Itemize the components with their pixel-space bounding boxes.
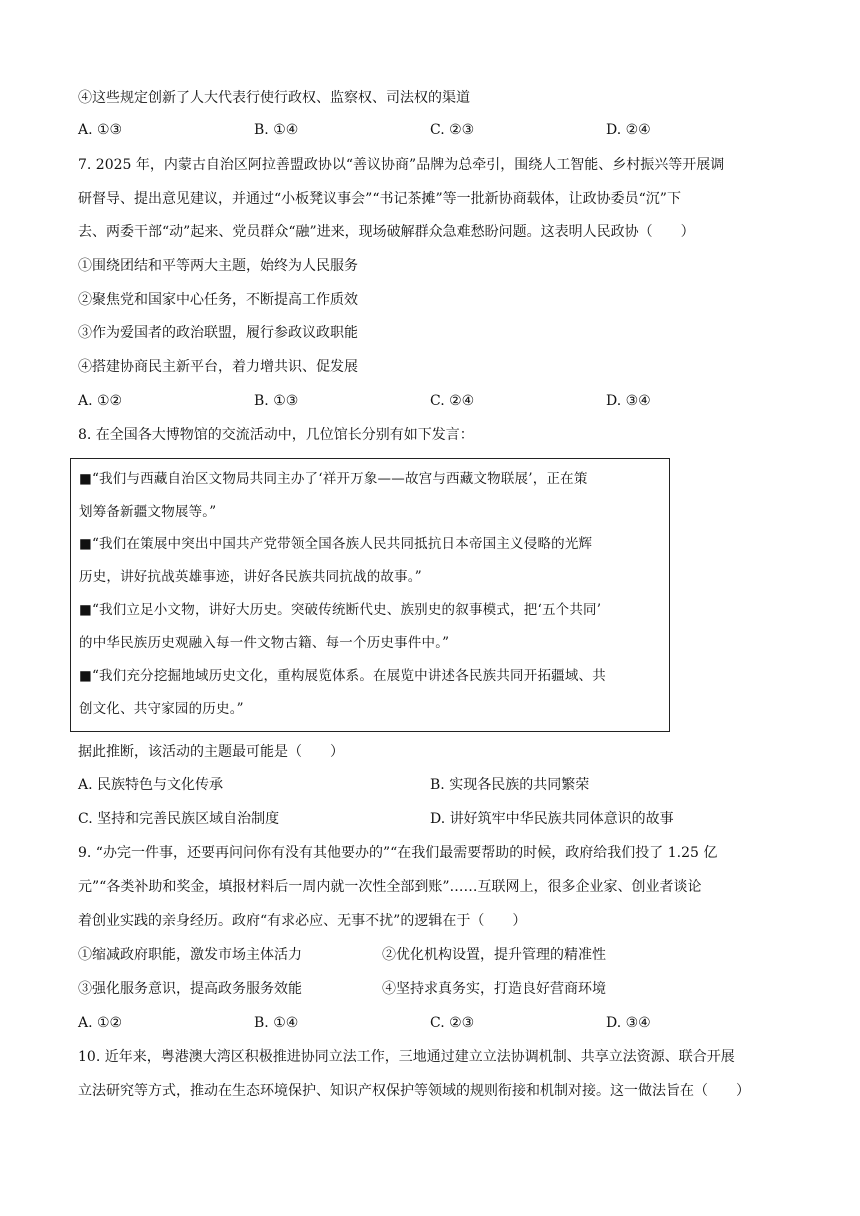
q8-quote-line-6: 的中华民族历史观融入每一件文物古籍、每一个历史事件中。” <box>79 635 450 651</box>
q6-option-b: B. ①④ <box>254 122 299 138</box>
q8-quote-line-8: 创文化、共守家园的历史。” <box>79 701 244 717</box>
q8-quote-line-4: 历史，讲好抗战英雄事迹，讲好各民族共同抗战的故事。” <box>79 569 422 585</box>
q6-options <box>78 120 798 140</box>
q9-stem-line-3: 着创业实践的亲身经历。政府“有求必应、无事不扰”的逻辑在于（ ） <box>78 913 527 929</box>
q8-quote-line-1: ■“我们与西藏自治区文物局共同主办了‘祥开万象——故宫与西藏文物联展’，正在策 <box>79 471 588 487</box>
q7-option-b: B. ①③ <box>254 393 299 409</box>
q8-options-row-1 <box>78 775 798 795</box>
q9-options <box>78 1013 798 1033</box>
q9-option-d: D. ③④ <box>606 1015 651 1031</box>
q9-stem-line-2: 元”“各类补助和奖金，填报材料后一周内就一次性全部到账”……互联网上，很多企业家、创业者谈论 <box>78 879 702 895</box>
q9-option-a: A. ①② <box>78 1015 123 1031</box>
q10-stem-line-2: 立法研究等方式，推动在生态环境保护、知识产权保护等领域的规则衔接和机制对接。这一做法旨在（ ） <box>78 1083 750 1099</box>
q8-quote-line-5: ■“我们立足小文物，讲好大历史。突破传统断代史、族别史的叙事模式，把‘五个共同’ <box>79 602 602 618</box>
q7-statement-4: ④搭建协商民主新平台，着力增共识、促发展 <box>78 359 358 375</box>
q8-option-d: D. 讲好筑牢中华民族共同体意识的故事 <box>430 811 674 827</box>
q8-options-row-2 <box>78 809 798 829</box>
q6-statement-4: ④这些规定创新了人大代表行使行政权、监察权、司法权的渠道 <box>78 90 470 106</box>
q9-statement-3: ③强化服务意识，提高政务服务效能 <box>78 981 302 997</box>
q10-stem-line-1: 10. 近年来，粤港澳大湾区积极推进协同立法工作，三地通过建立立法协调机制、共享立法资源、联合开展 <box>78 1049 735 1065</box>
q7-option-a: A. ①② <box>78 393 123 409</box>
q9-statements-row-2 <box>78 979 798 999</box>
q8-option-c: C. 坚持和完善民族区域自治制度 <box>78 811 280 827</box>
q8-quote-line-3: ■“我们在策展中突出中国共产党带领全国各族人民共同抵抗日本帝国主义侵略的光辉 <box>79 536 593 552</box>
q7-statement-1: ①围绕团结和平等两大主题，始终为人民服务 <box>78 258 358 274</box>
q7-statement-3: ③作为爱国者的政治联盟，履行参政议政职能 <box>78 325 358 341</box>
q8-question: 据此推断，该活动的主题最可能是（ ） <box>78 744 344 760</box>
q8-stem: 8. 在全国各大博物馆的交流活动中，几位馆长分别有如下发言： <box>78 427 474 443</box>
q8-option-a: A. 民族特色与文化传承 <box>78 777 224 793</box>
q9-option-b: B. ①④ <box>254 1015 299 1031</box>
q9-statement-4: ④坚持求真务实，打造良好营商环境 <box>382 981 606 997</box>
q7-stem-line-3: 去、两委干部“动”起来、党员群众“融”进来，现场破解群众急难愁盼问题。这表明人民政协（ ） <box>78 224 695 240</box>
q9-stem-line-1: 9. “办完一件事，还要再问问你有没有其他要办的”“在我们最需要帮助的时候，政府给我们投了 1.25 亿 <box>78 845 718 861</box>
q8-quote-line-2: 划筹备新疆文物展等。” <box>79 504 217 520</box>
q9-option-c: C. ②③ <box>430 1015 475 1031</box>
q7-statement-2: ②聚焦党和国家中心任务，不断提高工作质效 <box>78 292 358 308</box>
q7-stem-line-2: 研督导、提出意见建议，并通过“小板凳议事会”“书记茶摊”等一批新协商载体，让政协委员“沉”下 <box>78 191 681 207</box>
q9-statement-2: ②优化机构设置，提升管理的精准性 <box>382 947 606 963</box>
q8-quote-box <box>70 458 670 732</box>
q8-option-b: B. 实现各民族的共同繁荣 <box>430 777 590 793</box>
q8-quote-line-7: ■“我们充分挖掘地域历史文化，重构展览体系。在展览中讲述各民族共同开拓疆域、共 <box>79 668 606 684</box>
q6-option-a: A. ①③ <box>78 122 123 138</box>
q9-statement-1: ①缩减政府职能，激发市场主体活力 <box>78 947 302 963</box>
q9-statements-row-1 <box>78 945 798 965</box>
q7-option-c: C. ②④ <box>430 393 475 409</box>
q7-option-d: D. ③④ <box>606 393 651 409</box>
q7-options <box>78 391 798 411</box>
q6-option-d: D. ②④ <box>606 122 651 138</box>
q6-option-c: C. ②③ <box>430 122 475 138</box>
q7-stem-line-1: 7. 2025 年，内蒙古自治区阿拉善盟政协以“善议协商”品牌为总牵引，围绕人工智能、乡村振兴等开展调 <box>78 157 725 173</box>
